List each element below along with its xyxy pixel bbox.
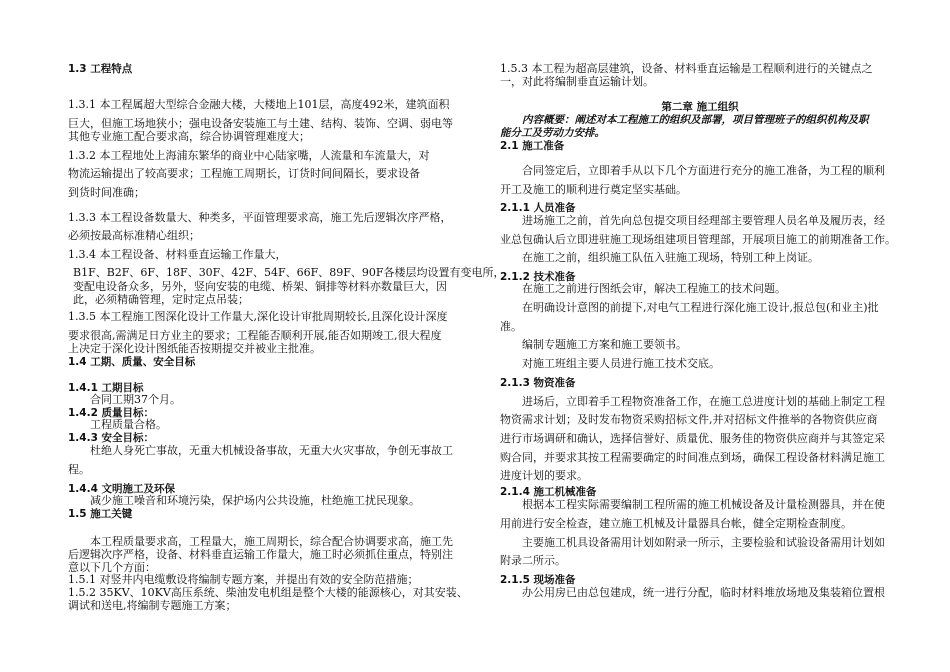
heading-line: 1.3 工程特点 bbox=[68, 63, 133, 75]
heading-line: 1.5 施工关键 bbox=[68, 508, 133, 520]
text-line: 1.3.3 本工程设备数量大、种类多，平面管理要求高，施工先后逻辑次序严格， bbox=[68, 211, 452, 224]
text-line: 根据本工程实际需要编制工程所需的施工机械设备及计量检测器具，并在使 bbox=[522, 498, 885, 511]
heading-line: 2.1 施工准备 bbox=[500, 140, 565, 152]
heading-line: 2.1.1 人员准备 bbox=[500, 202, 576, 214]
text-line: 在施工之前进行图纸会审，解决工程施工的技术问题。 bbox=[522, 282, 786, 295]
text-line: 物流运输提出了较高要求；工程施工周期长，订货时间间隔长，要求设备 bbox=[68, 167, 420, 180]
text-line: 1.5.1 对竖井内电缆敷设将编制专题方案，并提出有效的安全防范措施； bbox=[68, 573, 419, 586]
heading-line: 内容概要：阐述对本工程施工的组织及部署，项目管理班子的组织机构及职 bbox=[522, 114, 869, 126]
text-line: 后逻辑次序严格，设备、材料垂直运输工作量大，施工时必须抓住重点，特别注 bbox=[68, 548, 453, 561]
heading-line: 2.1.2 技术准备 bbox=[500, 271, 576, 283]
text-line: 变配电设备众多，另外，竖向安装的电缆、桥架、铜排等材料亦数量巨大，因 bbox=[73, 280, 447, 293]
text-line: B1F、B2F、6F、18F、30F、42F、54F、66F、89F、90F各楼层均设置有变电所， bbox=[73, 266, 505, 279]
text-line: 减少施工噪音和环境污染，保护场内公共设施，杜绝施工扰民现象。 bbox=[90, 494, 420, 507]
text-line: 巨大，但施工场地狭小；强电设备安装施工与土建、结构、装饰、空调、弱电等 bbox=[68, 117, 453, 130]
heading-line: 第二章 施工组织 bbox=[661, 101, 739, 113]
heading-line: 1.4.4 文明施工及环保 bbox=[68, 483, 176, 495]
text-line: 在明确设计意图的前提下,对电气工程进行深化施工设计,报总包(和业主)批 bbox=[522, 301, 879, 314]
text-line: 此，必须精确管理，定时定点吊装； bbox=[73, 293, 249, 306]
text-line: 准。 bbox=[500, 320, 522, 333]
heading-line: 2.1.4 施工机械准备 bbox=[500, 486, 597, 498]
text-line: 1.3.1 本工程属超大型综合金融大楼，大楼地上101层，高度492米，建筑面积 bbox=[68, 98, 450, 111]
text-line: 到货时间准确； bbox=[68, 186, 145, 199]
text-line: 进行市场调研和确认，选择信誉好、质量优、服务佳的物资供应商并与其签定采 bbox=[500, 432, 885, 445]
text-line: 1.3.5 本工程施工图深化设计工作量大,深化设计审批周期较长,且深化设计深度 bbox=[68, 310, 448, 323]
heading-line: 1.4.3 安全目标： bbox=[68, 432, 155, 444]
text-line: 程。 bbox=[68, 463, 90, 476]
text-line: 合同工期37个月。 bbox=[90, 393, 181, 406]
left-column bbox=[68, 0, 505, 672]
text-line: 1.3.4 本工程设备、材料垂直运输工作量大， bbox=[68, 248, 287, 261]
text-line: 主要施工机具设备需用计划如附录一所示，主要检验和试验设备需用计划如 bbox=[522, 536, 885, 549]
right-column bbox=[500, 0, 900, 672]
text-line: 物资需求计划；及时发布物资采购招标文件,并对招标文件推举的各物资供应商 bbox=[500, 413, 878, 426]
text-line: 在施工之前，组织施工队伍入驻施工现场，特别工种上岗证。 bbox=[522, 251, 819, 264]
text-line: 1.5.2 35KV、10KV高压系统、柴油发电机组是整个大楼的能源核心，对其安装、 bbox=[68, 586, 468, 599]
text-line: 必须按最高标准精心组织； bbox=[68, 229, 200, 242]
text-line: 1.5.3 本工程为超高层建筑，设备、材料垂直运输是工程顺利进行的关键点之 bbox=[500, 62, 873, 75]
heading-line: 2.1.5 现场准备 bbox=[500, 574, 576, 586]
heading-line: 1.4.2 质量目标： bbox=[68, 407, 155, 419]
text-line: 进度计划的要求。 bbox=[500, 469, 588, 482]
heading-line: 1.4.1 工期目标 bbox=[68, 382, 144, 394]
text-line: 进场后，立即着手工程物资准备工作，在施工总进度计划的基础上制定工程 bbox=[522, 395, 885, 408]
text-line: 1.3.2 本工程地处上海浦东繁华的商业中心陆家嘴，人流量和车流量大，对 bbox=[68, 149, 430, 162]
heading-line: 1.4 工期、质量、安全目标 bbox=[68, 356, 196, 368]
text-line: 对施工班组主要人员进行施工技术交底。 bbox=[522, 357, 720, 370]
text-line: 附录二所示。 bbox=[500, 554, 566, 567]
text-line: 合同签定后，立即着手从以下几个方面进行充分的施工准备，为工程的顺利 bbox=[522, 164, 885, 177]
text-line: 购合同，并要求其按工程需要确定的时间准点到场，确保工程设备材料满足施工 bbox=[500, 451, 885, 464]
text-line: 杜绝人身死亡事故，无重大机械设备事故，无重大火灾事故，争创无事故工 bbox=[90, 444, 453, 457]
heading-line: 能分工及劳动力安排。 bbox=[500, 127, 605, 139]
text-line: 工程质量合格。 bbox=[90, 418, 167, 431]
text-line: 用前进行安全检查，建立施工机械及计量器具台帐，健全定期检查制度。 bbox=[500, 517, 852, 530]
text-line: 其他专业施工配合要求高，综合协调管理难度大； bbox=[68, 130, 310, 143]
text-line: 意以下几个方面： bbox=[68, 561, 156, 574]
text-line: 开工及施工的顺利进行奠定坚实基础。 bbox=[500, 183, 687, 196]
text-line: 上决定于深化设计图纸能否按期提交并被业主批准。 bbox=[68, 342, 321, 355]
text-line: 编制专题施工方案和施工要领书。 bbox=[522, 338, 687, 351]
heading-line: 2.1.3 物资准备 bbox=[500, 377, 576, 389]
text-line: 进场施工之前，首先向总包提交项目经理部主要管理人员名单及履历表，经 bbox=[522, 214, 885, 227]
text-line: 一，对此将编制垂直运输计划。 bbox=[500, 75, 654, 88]
text-line: 要求很高,需满足日方业主的要求；工程能否顺利开展,能否如期竣工,很大程度 bbox=[68, 329, 442, 342]
text-line: 办公用房已由总包建成，统一进行分配，临时材料堆放场地及集装箱位置根 bbox=[522, 586, 885, 599]
text-line: 业总包确认后立即进驻施工现场组建项目管理部，开展项目施工的前期准备工作。 bbox=[500, 233, 896, 246]
text-line: 本工程质量要求高，工程量大，施工周期长，综合配合协调要求高，施工先 bbox=[90, 535, 453, 548]
text-line: 调试和送电,将编制专题施工方案； bbox=[68, 599, 237, 612]
